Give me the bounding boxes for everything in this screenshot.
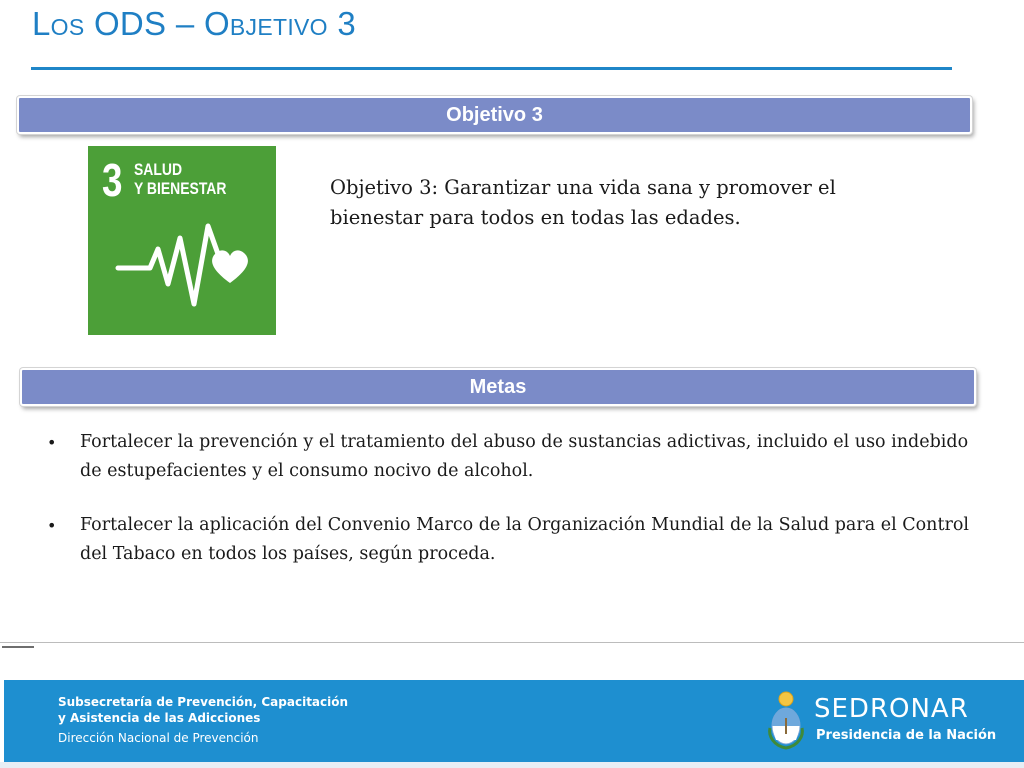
bullet-icon: • [47, 516, 57, 535]
metas-header-band: Metas [20, 368, 976, 406]
footer-bottom-edge [0, 762, 1024, 768]
sdg-label-line-1: SALUD [134, 160, 183, 179]
meta-text: Fortalecer la aplicación del Convenio Marco de la Organización Mundial de la Salud para el Control del Tabaco en todos los países, según proceda. [80, 515, 969, 564]
objective-description: Objetivo 3: Garantizar una vida sana y promover el bienestar para todos en todas las edades. [330, 176, 836, 229]
metas-list [44, 428, 974, 594]
footer-org-line-3: Dirección Nacional de Prevención [58, 731, 259, 745]
objective-header-band: Objetivo 3 [17, 96, 972, 134]
bullet-icon: • [47, 433, 57, 452]
footer-org-line-2: y Asistencia de las Adicciones [58, 711, 261, 725]
argentina-coat-of-arms-icon [766, 690, 806, 750]
footer-corner-mark [2, 646, 34, 650]
sdg-3-tile [88, 146, 276, 335]
sdg-number: 3 [102, 154, 123, 206]
heartbeat-heart-icon [88, 146, 276, 335]
meta-text: Fortalecer la prevención y el tratamiento del abuso de sustancias adictivas, incluido el uso indebido de estupefacientes y el consumo nocivo de alcohol. [80, 432, 969, 481]
brand-subtitle: Presidencia de la Nación [816, 728, 997, 743]
sdg-label-line-2: Y BIENESTAR [134, 179, 227, 198]
footer-banner [4, 680, 1024, 762]
slide-title: Los ODS – Objetivo 3 [32, 5, 356, 42]
brand-name: SEDRONAR [814, 694, 969, 724]
list-item [44, 511, 974, 569]
footer-divider [0, 642, 1024, 643]
footer-org-line-1: Subsecretaría de Prevención, Capacitación [58, 695, 349, 709]
list-item [44, 428, 974, 486]
title-underline [31, 67, 952, 70]
